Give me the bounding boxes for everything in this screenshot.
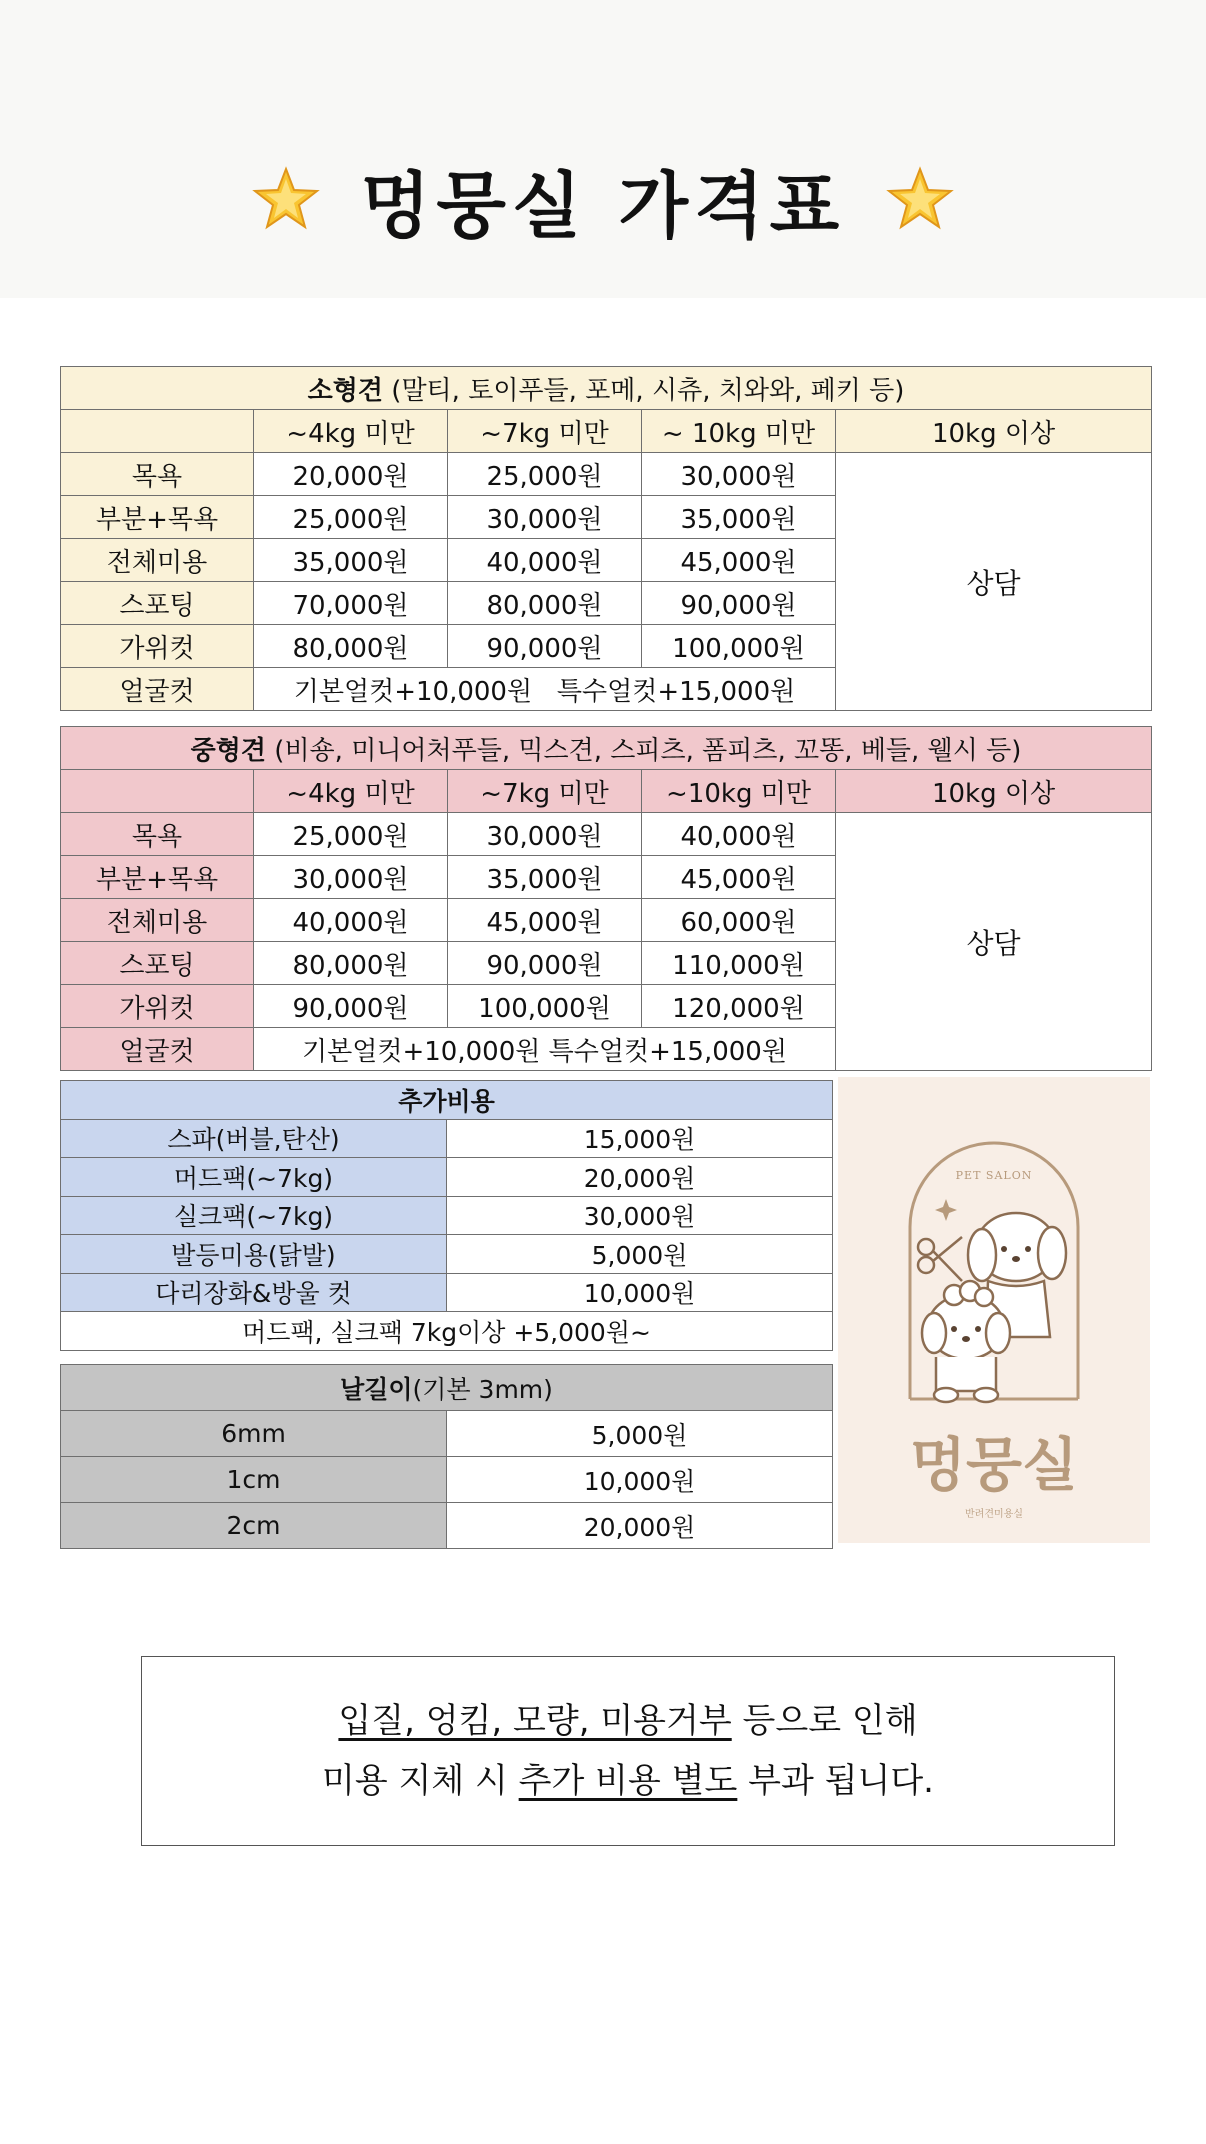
column-header: ~4kg 미만 <box>254 410 448 453</box>
notice-box <box>141 1656 1115 1846</box>
column-header: ~7kg 미만 <box>448 770 642 813</box>
price-cell: 80,000원 <box>254 625 448 668</box>
table-row <box>61 1457 833 1503</box>
medium-dog-price-table <box>60 726 1152 1071</box>
row-label: 가위컷 <box>61 625 254 668</box>
column-header: ~ 10kg 미만 <box>642 410 836 453</box>
price-cell: 45,000원 <box>642 856 836 899</box>
price-cell: 10,000원 <box>447 1273 833 1312</box>
notice-line-1: 입질, 엉킴, 모량, 미용거부 등으로 인해 <box>338 1701 918 1741</box>
price-cell: 40,000원 <box>448 539 642 582</box>
row-label: 목욕 <box>61 453 254 496</box>
table-row <box>61 1196 833 1235</box>
logo-name: 멍뭉실 <box>909 1431 1079 1499</box>
price-cell: 100,000원 <box>642 625 836 668</box>
row-label: 6mm <box>61 1411 447 1457</box>
row-label: 가위컷 <box>61 985 254 1028</box>
header-blank <box>61 770 254 813</box>
price-cell: 30,000원 <box>448 813 642 856</box>
blade-length-table <box>60 1364 833 1549</box>
medium-dog-title: 중형견 (비숑, 미니어처푸들, 믹스견, 스피츠, 폼피츠, 꼬똥, 베들, 웰시 등) <box>61 727 1152 770</box>
price-cell: 40,000원 <box>642 813 836 856</box>
table-row <box>61 1119 833 1158</box>
row-label: 머드팩(~7kg) <box>61 1158 447 1197</box>
row-label: 스파(버블,탄산) <box>61 1119 447 1158</box>
column-header: 10kg 이상 <box>836 410 1152 453</box>
row-label: 1cm <box>61 1457 447 1503</box>
logo-illustration <box>838 1077 1150 1543</box>
header-blank <box>61 410 254 453</box>
table-row <box>61 1503 833 1549</box>
table-row <box>61 1273 833 1312</box>
logo-top-text: PET SALON <box>955 1169 1033 1182</box>
price-cell: 35,000원 <box>254 539 448 582</box>
star-icon <box>885 165 955 235</box>
salon-logo <box>838 1077 1150 1543</box>
price-cell: 5,000원 <box>447 1411 833 1457</box>
small-dog-price-table <box>60 366 1152 711</box>
table-row <box>61 1411 833 1457</box>
row-label: 2cm <box>61 1503 447 1549</box>
price-cell: 80,000원 <box>448 582 642 625</box>
extra-cost-table <box>60 1080 833 1351</box>
row-label: 부분+목욕 <box>61 496 254 539</box>
extra-note: 머드팩, 실크팩 7kg이상 +5,000원~ <box>61 1312 833 1351</box>
price-cell: 20,000원 <box>447 1158 833 1197</box>
title-row <box>0 150 1206 250</box>
price-cell: 90,000원 <box>448 942 642 985</box>
row-label: 스포팅 <box>61 582 254 625</box>
table-row <box>61 1235 833 1274</box>
row-label: 얼굴컷 <box>61 668 254 711</box>
consult-cell: 상담 <box>836 813 1152 1071</box>
face-cut-cell: 기본얼컷+10,000원 특수얼컷+15,000원 <box>254 668 836 711</box>
price-cell: 90,000원 <box>642 582 836 625</box>
price-cell: 40,000원 <box>254 899 448 942</box>
column-header: 10kg 이상 <box>836 770 1152 813</box>
row-label: 다리장화&방울 컷 <box>61 1273 447 1312</box>
price-cell: 35,000원 <box>448 856 642 899</box>
row-label: 발등미용(닭발) <box>61 1235 447 1274</box>
consult-cell: 상담 <box>836 453 1152 711</box>
column-header: ~4kg 미만 <box>254 770 448 813</box>
price-cell: 60,000원 <box>642 899 836 942</box>
price-cell: 20,000원 <box>254 453 448 496</box>
table-row <box>61 813 1152 856</box>
price-cell: 35,000원 <box>642 496 836 539</box>
price-cell: 25,000원 <box>254 813 448 856</box>
price-cell: 5,000원 <box>447 1235 833 1274</box>
row-label: 부분+목욕 <box>61 856 254 899</box>
header <box>0 0 1206 298</box>
price-cell: 25,000원 <box>448 453 642 496</box>
row-label: 전체미용 <box>61 899 254 942</box>
page-title: 멍뭉실 가격표 <box>360 164 846 248</box>
price-cell: 90,000원 <box>254 985 448 1028</box>
price-cell: 30,000원 <box>448 496 642 539</box>
price-cell: 110,000원 <box>642 942 836 985</box>
scissors-icon <box>918 1237 962 1281</box>
column-header: ~7kg 미만 <box>448 410 642 453</box>
dog-illustration <box>922 1213 1066 1402</box>
row-label: 스포팅 <box>61 942 254 985</box>
price-cell: 30,000원 <box>254 856 448 899</box>
row-label: 실크팩(~7kg) <box>61 1196 447 1235</box>
column-header: ~10kg 미만 <box>642 770 836 813</box>
table-row <box>61 453 1152 496</box>
price-cell: 90,000원 <box>448 625 642 668</box>
price-cell: 15,000원 <box>447 1119 833 1158</box>
price-cell: 10,000원 <box>447 1457 833 1503</box>
price-cell: 45,000원 <box>448 899 642 942</box>
face-cut-cell: 기본얼컷+10,000원 특수얼컷+15,000원 <box>254 1028 836 1071</box>
price-cell: 80,000원 <box>254 942 448 985</box>
extra-cost-title: 추가비용 <box>61 1081 833 1120</box>
price-cell: 100,000원 <box>448 985 642 1028</box>
notice-line-2: 미용 지체 시 추가 비용 별도 부과 됩니다. <box>322 1761 934 1801</box>
small-dog-title: 소형견 (말티, 토이푸들, 포메, 시츄, 치와와, 페키 등) <box>61 367 1152 410</box>
price-cell: 45,000원 <box>642 539 836 582</box>
star-icon <box>251 165 321 235</box>
price-cell: 30,000원 <box>447 1196 833 1235</box>
table-row <box>61 1158 833 1197</box>
blade-length-title: 날길이(기본 3mm) <box>61 1365 833 1411</box>
row-label: 얼굴컷 <box>61 1028 254 1071</box>
price-cell: 20,000원 <box>447 1503 833 1549</box>
price-cell: 70,000원 <box>254 582 448 625</box>
row-label: 전체미용 <box>61 539 254 582</box>
logo-sub-text: 반려견미용실 <box>965 1509 1023 1520</box>
price-cell: 30,000원 <box>642 453 836 496</box>
price-cell: 120,000원 <box>642 985 836 1028</box>
price-cell: 25,000원 <box>254 496 448 539</box>
row-label: 목욕 <box>61 813 254 856</box>
